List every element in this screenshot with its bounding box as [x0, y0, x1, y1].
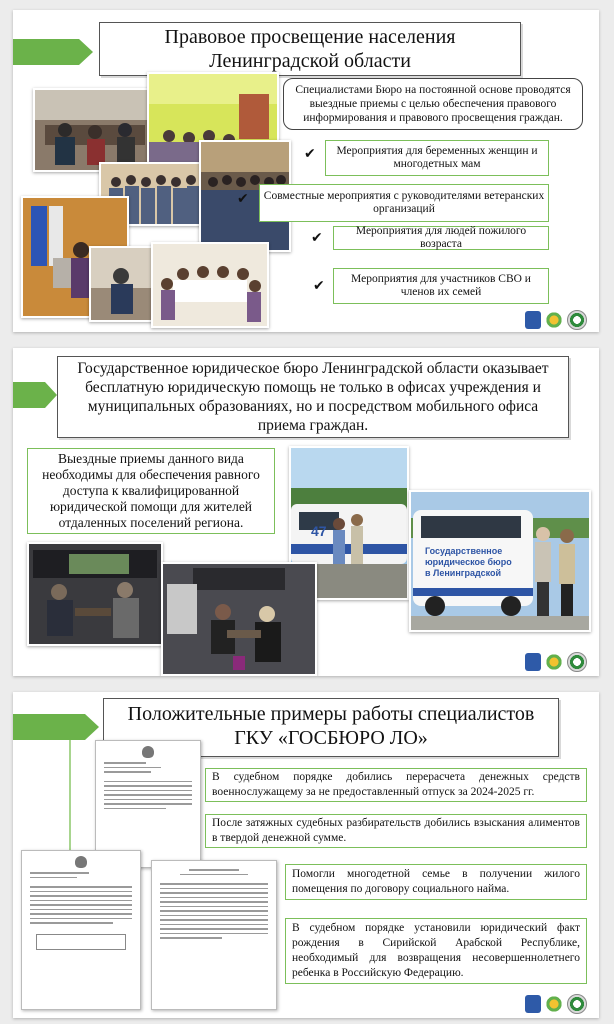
- photo-office-meeting: [33, 88, 159, 172]
- intro-box: [283, 78, 583, 130]
- case-text: В судебном порядке установили юридический факт рождения в Сирийской Арабской Республике, необходимый для возвращения несовершеннолетнего ребенка в Российскую Федерацию.: [292, 922, 580, 979]
- item-text: Мероприятия для беременных женщин и многодетных мам: [336, 145, 538, 170]
- slide1-title-line2: Ленинградской области: [209, 50, 411, 72]
- photo-van-interior-1: [27, 542, 163, 646]
- item-svo-participants: [333, 268, 549, 304]
- region-shield-logo: [525, 995, 541, 1013]
- logo-strip: [525, 310, 587, 330]
- check-icon: ✔: [304, 146, 316, 162]
- svg-text:юридическое бюро: юридическое бюро: [425, 557, 512, 567]
- emblem-logo: [567, 994, 587, 1014]
- flower-logo: [545, 653, 563, 671]
- item-elderly: [333, 226, 549, 250]
- case-alimony: [205, 814, 587, 848]
- case-text: В судебном порядке добились перерасчета денежных средств военнослужащему за не предоставленный отпуск за 2024-2025 гг.: [212, 771, 580, 798]
- logo-strip: [525, 994, 587, 1014]
- mobile-office-note: [27, 448, 275, 534]
- svg-text:Государственное: Государственное: [425, 546, 503, 556]
- item-pregnant-women: [325, 140, 549, 176]
- flower-logo: [545, 311, 563, 329]
- case-text: После затяжных судебных разбирательств добились взыскания алиментов в твердой денежной сумме.: [212, 817, 580, 844]
- flower-logo: [545, 995, 563, 1013]
- case-housing: [285, 864, 587, 900]
- green-arrow-icon: [13, 39, 93, 65]
- item-veteran-organizations: [259, 184, 549, 222]
- slide-mobile-office: [13, 348, 599, 676]
- case-birth-fact: [285, 918, 587, 984]
- slide2-title-text: Государственное юридическое бюро Ленинградской области оказывает бесплатную юридическую помощь не только в офисах учреждения и муниципальных образованиях, но и посредством мобильного офиса приема граждан.: [77, 360, 549, 434]
- slide2-title: [57, 356, 569, 438]
- region-shield-logo: [525, 311, 541, 329]
- check-icon: ✔: [311, 230, 323, 246]
- slide3-title-line2: ГКУ «ГОСБЮРО ЛО»: [234, 727, 428, 749]
- slide3-title-line1: Положительные примеры работы специалистов: [127, 703, 535, 725]
- green-arrow-icon: [13, 714, 99, 740]
- photo-van-side: [409, 490, 591, 632]
- court-document-3: [151, 860, 277, 1010]
- crest-icon: [75, 856, 87, 868]
- photo-round-table: [151, 242, 269, 328]
- slide1-title-line1: Правовое просвещение населения: [164, 26, 456, 48]
- van-number: 47: [311, 523, 327, 539]
- slide-legal-education: [13, 10, 599, 332]
- slide1-title: [99, 22, 521, 76]
- check-icon: ✔: [313, 278, 325, 294]
- intro-text: Специалистами Бюро на постоянной основе проводятся выездные приемы с целью обеспечения правового информирования и правового просвещения граждан.: [295, 84, 571, 124]
- court-document-1: [95, 740, 201, 868]
- logo-strip: [525, 652, 587, 672]
- note-text: Выездные приемы данного вида необходимы для обеспечения равного доступа к квалифицированной юридической помощи для жителей отдаленных поселений региона.: [42, 451, 260, 530]
- case-text: Помогли многодетной семье в получении жилого помещения по договору социального найма.: [292, 868, 580, 895]
- emblem-logo: [567, 310, 587, 330]
- item-text: Мероприятия для людей пожилого возраста: [355, 225, 527, 250]
- svg-text:в Ленинградской: в Ленинградской: [425, 568, 502, 578]
- case-military-leave: [205, 768, 587, 802]
- court-document-2: [21, 850, 141, 1010]
- crest-icon: [142, 746, 154, 758]
- green-arrow-icon: [13, 382, 57, 408]
- item-text: Мероприятия для участников СВО и членов их семей: [351, 273, 531, 298]
- photo-van-interior-2: [161, 562, 317, 676]
- emblem-logo: [567, 652, 587, 672]
- item-text: Совместные мероприятия с руководителями ветеранских организаций: [263, 190, 545, 215]
- region-shield-logo: [525, 653, 541, 671]
- slide-positive-examples: [13, 692, 599, 1018]
- check-icon: ✔: [237, 191, 249, 207]
